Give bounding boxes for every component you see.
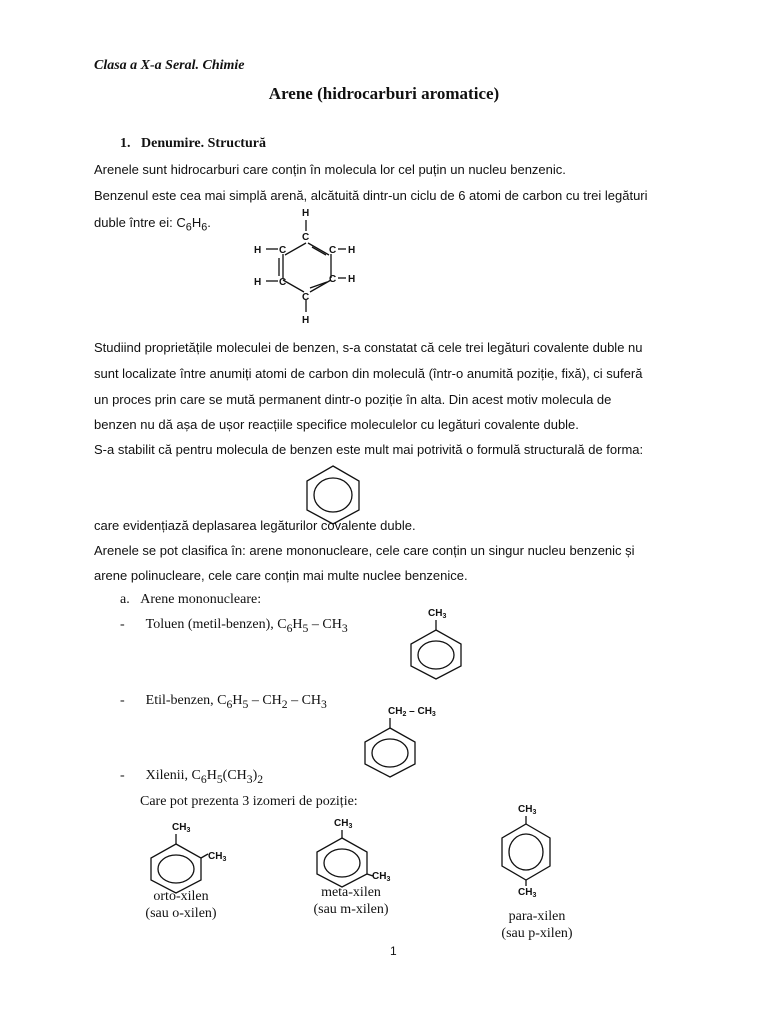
xylenes-line: - Xilenii, $C_6H_5(CH_3)_2$ (120, 768, 264, 786)
atom-c-top: C (302, 232, 310, 243)
xylenes-intro: Care pot prezenta 3 izomeri de poziție: (140, 794, 358, 809)
atom-c-lower-left: C (279, 277, 287, 288)
ortho-methyl-2-label: $CH_3$ (208, 851, 227, 863)
toluene-methyl-label: $CH_3$ (428, 608, 447, 620)
page-title: Arene (hidrocarburi aromatice) (268, 84, 500, 103)
ortho-methyl-1-label: $CH_3$ (172, 822, 191, 834)
ethylbenzene-line: - Etil-benzen, $C_6H_5 - CH_2 - CH_3$ (120, 693, 327, 711)
paragraph-3-line-5: S-a stabilit că pentru molecula de benzen este mult mai potrivită o formulă structurală de forma: (94, 442, 644, 457)
ethylbenzene-structure (356, 700, 456, 780)
toluene-structure (404, 602, 474, 682)
para-xylene-structure (494, 798, 574, 898)
atom-h-upper-left: H (254, 245, 262, 256)
meta-xylene-structure (310, 812, 410, 892)
paragraph-3-line-4: benzen nu dă așa de ușor reacțiile specifice moleculelor cu legături covalente duble. (94, 417, 579, 432)
meta-methyl-1-label: $CH_3$ (334, 818, 353, 830)
document-header: Clasa a X-a Seral. Chimie (94, 58, 245, 73)
paragraph-3-line-3: un proces prin care se mută permanent dintr-o poziție în alta. Din acest motiv molecula de (94, 392, 612, 407)
meta-xylene-caption (296, 884, 406, 918)
kekule-benzene-structure (250, 200, 370, 330)
para-xylene-caption (482, 908, 592, 942)
paragraph-3-line-2: sunt localizate între anumiți atomi de carbon din moleculă (într-o anumită poziție, fixă), ci suferă (94, 366, 643, 381)
atom-c-upper-right: C (329, 245, 337, 256)
paragraph-2-line-1: Benzenul este cea mai simplă arenă, alcătuită dintr-un ciclu de 6 atomi de carbon cu trei legături (94, 188, 648, 203)
ortho-xylene-name: orto-xilen (153, 889, 209, 904)
para-xylene-alt: (sau p-xilen) (501, 926, 573, 941)
ortho-xylene-alt: (sau o-xilen) (145, 906, 217, 921)
atom-h-upper-right: H (348, 245, 356, 256)
aromatic-benzene-structure (302, 464, 364, 526)
meta-methyl-2-label: $CH_3$ (372, 871, 391, 883)
atom-c-bottom: C (302, 292, 310, 303)
atom-h-lower-left: H (254, 277, 262, 288)
para-methyl-2-label: $CH_3$ (518, 887, 537, 899)
ethylbenzene-ethyl-label: $CH_2 - CH_3$ (388, 706, 436, 718)
ortho-xylene-structure (142, 816, 242, 896)
meta-xylene-alt: (sau m-xilen) (313, 902, 389, 917)
paragraph-1: Arenele sunt hidrocarburi care conțin în molecula lor cel puțin un nucleu benzenic. (94, 162, 566, 177)
subsection-a-heading: a. Arene mononucleare: (120, 592, 262, 607)
atom-h-lower-right: H (348, 274, 356, 285)
section-heading: 1. Denumire. Structură (120, 136, 266, 151)
paragraph-3-line-1: Studiind proprietățile moleculei de benzen, s-a constatat că cele trei legături covalente duble nu (94, 340, 643, 355)
atom-h-top: H (302, 208, 310, 219)
ortho-xylene-caption (126, 888, 236, 922)
para-methyl-1-label: $CH_3$ (518, 804, 537, 816)
paragraph-5-line-1: Arenele se pot clasifica în: arene mononucleare, cele care conțin un singur nucleu benzenic și (94, 543, 635, 558)
atom-c-upper-left: C (279, 245, 287, 256)
paragraph-5-line-2: arene polinucleare, cele care conțin mai multe nuclee benzenice. (94, 568, 468, 583)
paragraph-4: care evidențiază deplasarea legăturilor covalente duble. (94, 518, 416, 533)
paragraph-2-line-2: duble între ei: $C_6H_6$. (94, 215, 211, 234)
atom-h-bottom: H (302, 315, 310, 326)
page-number: 1 (390, 944, 397, 958)
atom-c-lower-right: C (329, 274, 337, 285)
toluene-line: - Toluen (metil-benzen), $C_6H_5 - CH_3$ (120, 617, 348, 635)
para-xylene-name: para-xilen (508, 909, 566, 924)
meta-xylene-name: meta-xilen (321, 885, 381, 900)
